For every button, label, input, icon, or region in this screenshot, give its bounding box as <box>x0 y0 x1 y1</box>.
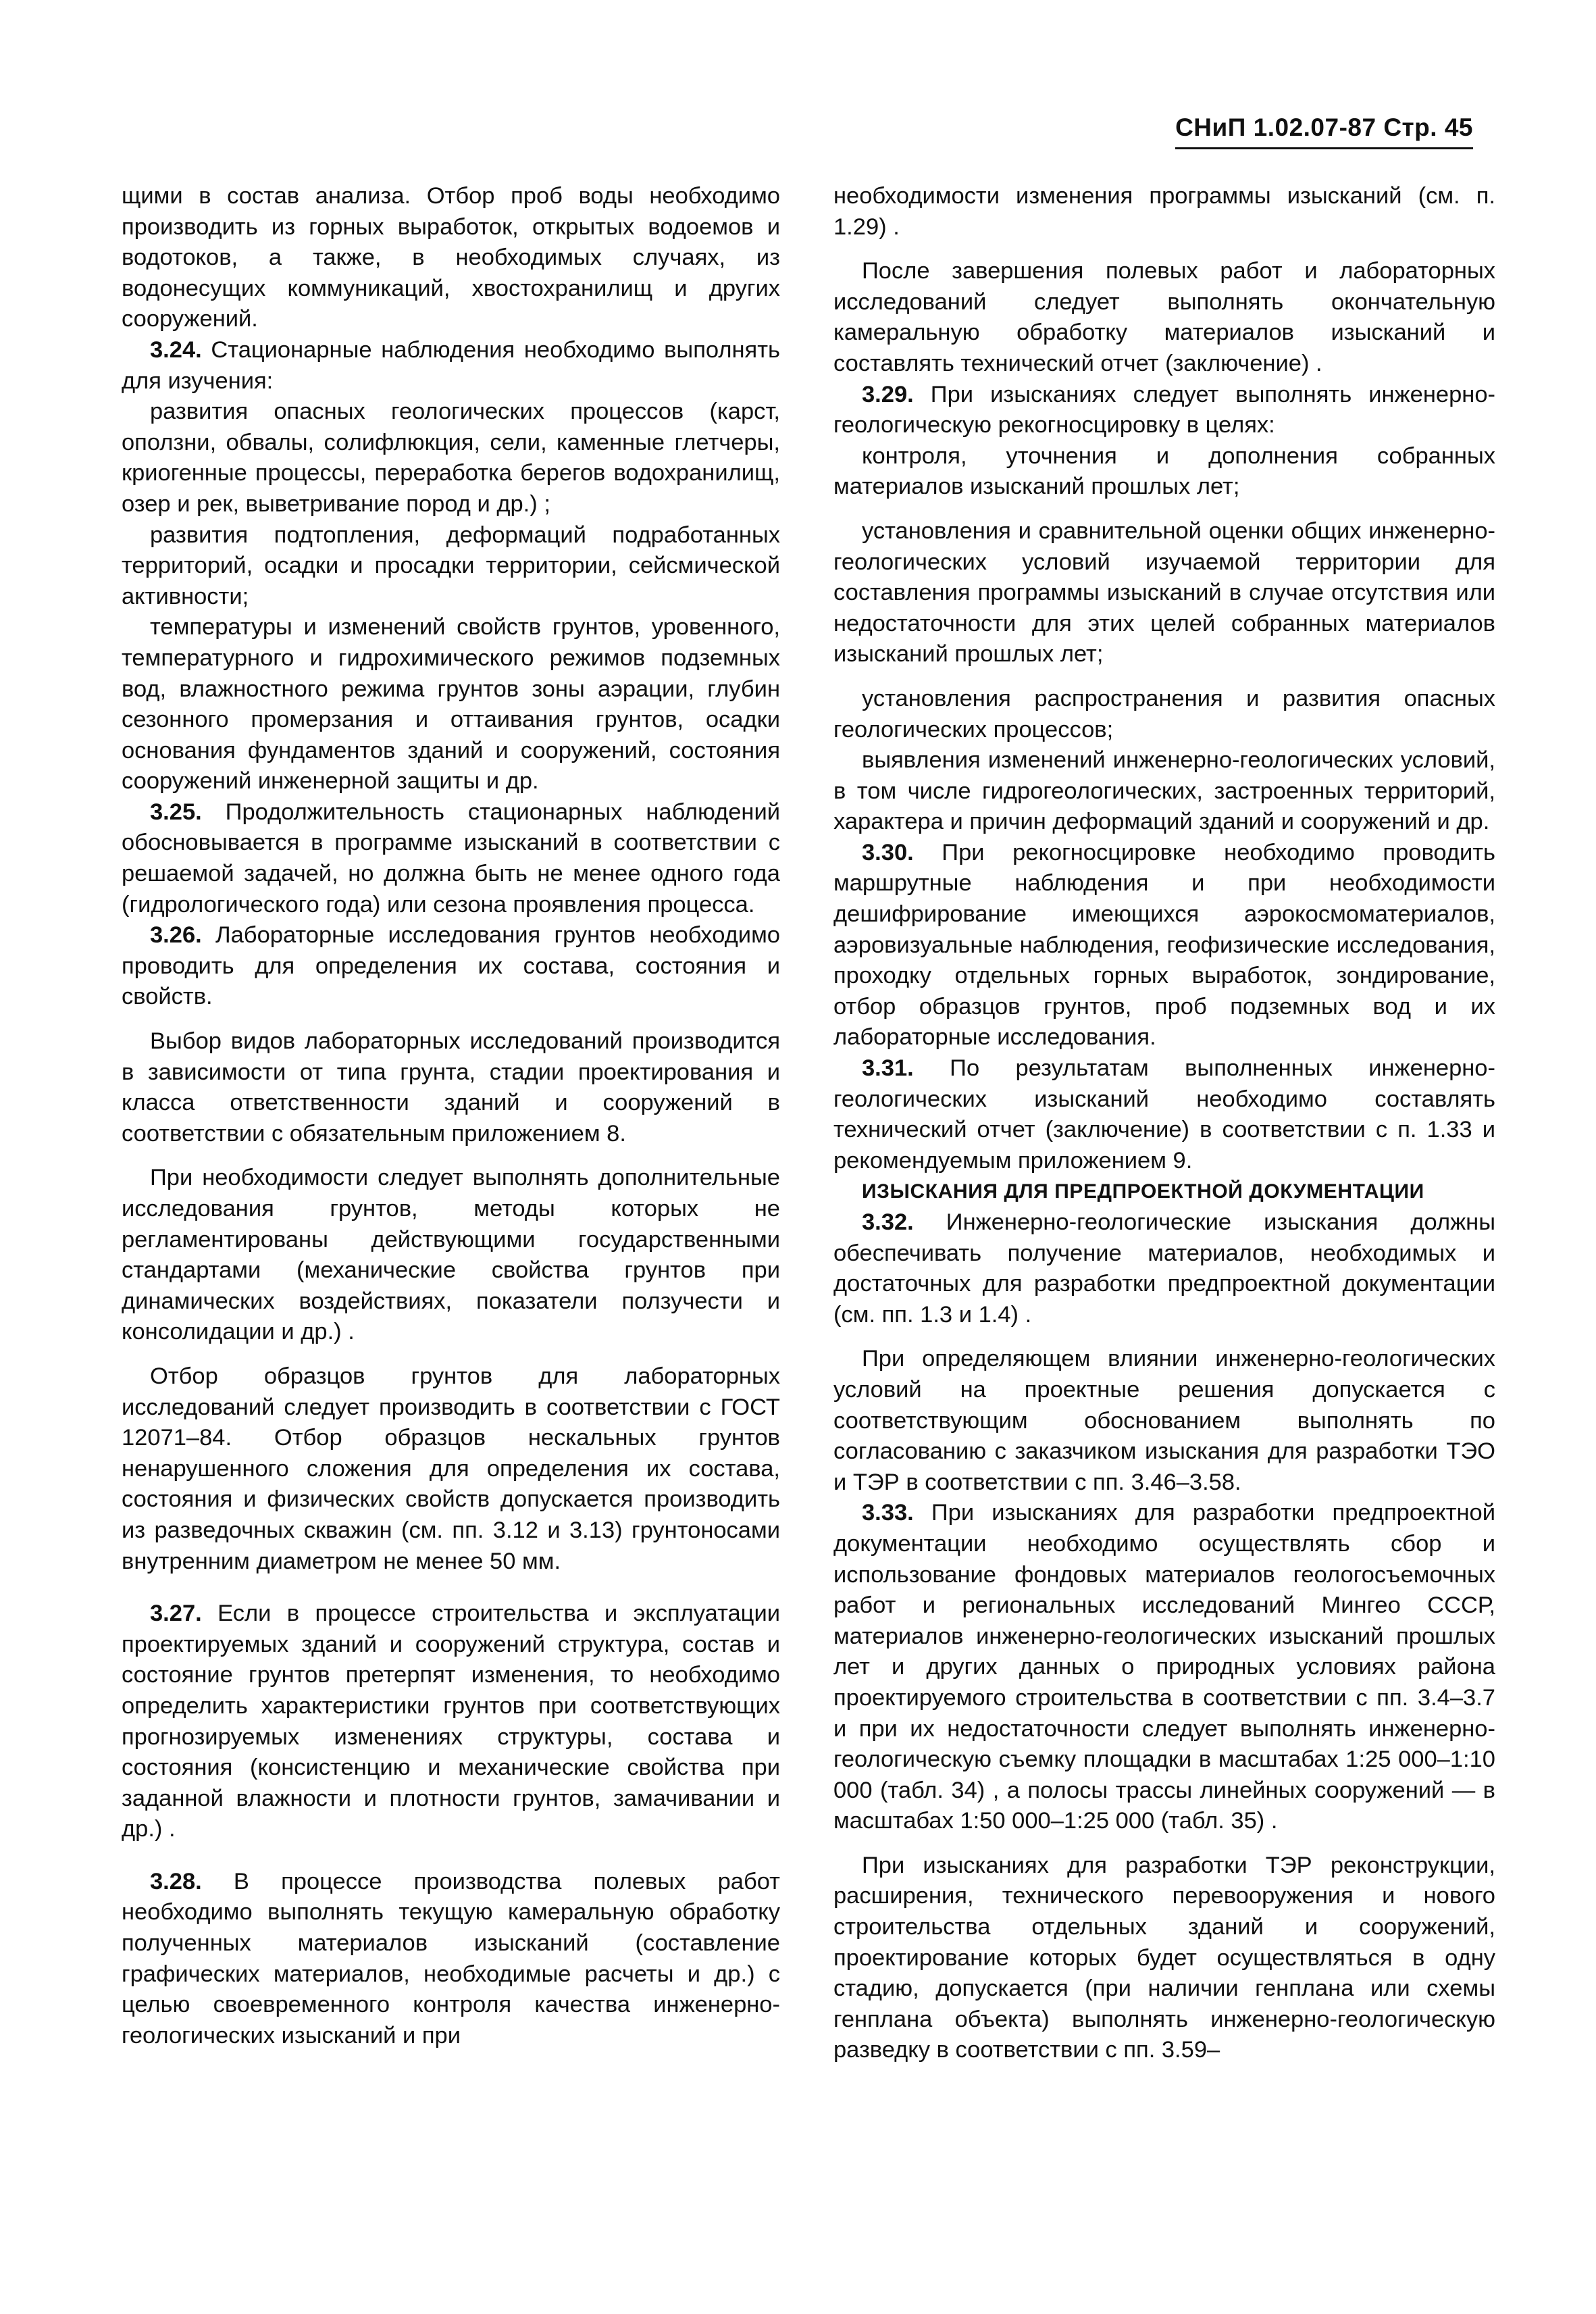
clause-text: Лабораторные исследования грунтов необходимо проводить для определения их состава, состояния и свойств. <box>122 922 780 1010</box>
clause-text: Инженерно-геологические изыскания должны обеспечивать получение материалов, необходимых и достаточных для разработки предпроектной документации (см. пп. 1.3 и 1.4) . <box>833 1209 1495 1328</box>
list-item: температуры и изменений свойств грунтов, уровенного, температурного и гидрохимического режимов подземных вод, влажностного режима грунтов зоны аэрации, глубин сезонного промерзания и оттаивания грунтов, осадки основания фундаментов зданий и сооружений, состояния сооружений инженерной защиты и др. <box>122 614 780 795</box>
list-item: контроля, уточнения и дополнения собранных материалов изысканий прошлых лет; <box>833 443 1495 500</box>
clause-text: При рекогносцировке необходимо проводить маршрутные наблюдения и при необходимости дешифрирование имеющихся аэрокосмоматериалов, аэровизуальные наблюдения, геофизические исследования, проходку отдельных горных выработок, зондирование, отбор образцов грунтов, проб подземных вод и их лабораторные исследования. <box>833 839 1495 1051</box>
clause-number: 3.27. <box>150 1601 202 1627</box>
clause-3-30 <box>833 838 1495 1053</box>
list-item: развития опасных геологических процессов (карст, оползни, обвалы, солифлюкция, сели, каменные глетчеры, криогенные процессы, переработка берегов водохранилищ, озер и рек, выветривание пород и др.) ; <box>122 399 780 517</box>
clause-text: В процессе производства полевых работ необходимо выполнять текущую камеральную обработку полученных материалов изысканий (составление графических материалов, необходимые расчеты и др.) с целью своевременного контроля качества инженерно-геологических изысканий и при <box>122 1868 780 2048</box>
paragraph: После завершения полевых работ и лабораторных исследований следует выполнять окончательную камеральную обработку материалов изысканий и составлять технический отчет (заключение) . <box>833 258 1495 376</box>
clause-number: 3.30. <box>862 839 914 865</box>
clause-number: 3.33. <box>862 1500 914 1526</box>
clause-3-33 <box>833 1498 1495 1837</box>
running-header: СНиП 1.02.07-87 Стр. 45 <box>1175 114 1473 149</box>
clause-number: 3.28. <box>150 1868 202 1894</box>
left-column <box>122 181 780 2051</box>
section-heading: ИЗЫСКАНИЯ ДЛЯ ПРЕДПРОЕКТНОЙ ДОКУМЕНТАЦИИ <box>862 1180 1424 1203</box>
clause-3-32 <box>833 1207 1495 1330</box>
clause-text: Стационарные наблюдения необходимо выполнять для изучения: <box>122 336 780 394</box>
paragraph: Выбор видов лабораторных исследований производится в зависимости от типа грунта, стадии проектирования и класса ответственности зданий и сооружений в соответствии с обязательным приложением 8. <box>122 1028 780 1147</box>
list-item: выявления изменений инженерно-геологических условий, в том числе гидрогеологических, застроенных территорий, характера и причин деформаций зданий и сооружений и др. <box>833 747 1495 835</box>
clause-text: При изысканиях для разработки предпроектной документации необходимо осуществлять сбор и использование фондовых материалов геологосъемочных работ и региональных исследований Мингео СССР, материалов инженерно-геологических изысканий прошлых лет и других данных о природных условиях района проектируемого строительства в соответствии с пп. 3.4–3.7 и при их недостаточности следует выполнять инженерно-геологическую съемку площадки в масштабах 1:25 000–1:10 000 (табл. 34) , а полосы трассы линейных сооружений — в масштабах 1:50 000–1:25 000 (табл. 35) . <box>833 1500 1495 1834</box>
clause-number: 3.26. <box>150 922 202 949</box>
paragraph: При необходимости следует выполнять дополнительные исследования грунтов, методы которых не регламентированы действующими государственными стандартами (механические свойства грунтов при динамических воздействиях, показатели ползучести и консолидации и др.) . <box>122 1165 780 1345</box>
list-item: установления распространения и развития опасных геологических процессов; <box>833 685 1495 743</box>
clause-number: 3.32. <box>862 1209 914 1235</box>
paragraph: При определяющем влиянии инженерно-геологических условий на проектные решения допускается с соответствующим обоснованием выполнять по согласованию с заказчиком изыскания для разработки ТЭО и ТЭР в соответствии с пп. 3.46–3.58. <box>833 1346 1495 1495</box>
clause-text: При изысканиях следует выполнять инженерно-геологическую рекогносцировку в целях: <box>833 381 1495 438</box>
list-item: развития подтопления, деформаций подработанных территорий, осадки и просадки территории, сейсмической активности; <box>122 522 780 609</box>
clause-text: Если в процессе строительства и эксплуатации проектируемых зданий и сооружений структура, состав и состояние грунтов претерпят изменения, то необходимо определить характеристики грунтов при соответствующих прогнозируемых изменениях структуры, состава и состояния (консистенцию и механические свойства при заданной влажности и плотности грунтов, замачивании и др.) . <box>122 1601 780 1842</box>
clause-text: Продолжительность стационарных наблюдений обосновывается в программе изысканий в соответствии с решаемой задачей, но должна быть не менее одного года (гидрологического года) или сезона проявления процесса. <box>122 799 780 917</box>
paragraph: необходимости изменения программы изысканий (см. п. 1.29) . <box>833 183 1495 240</box>
paragraph: щими в состав анализа. Отбор проб воды необходимо производить из горных выработок, открытых водоемов и водотоков, а также, в необходимых случаях, из водонесущих коммуникаций, хвостохранилищ и других сооружений. <box>122 183 780 332</box>
clause-3-29 <box>833 380 1495 441</box>
clause-3-31 <box>833 1053 1495 1176</box>
right-column <box>833 181 1495 2066</box>
paragraph: Отбор образцов грунтов для лабораторных исследований следует производить в соответствии с ГОСТ 12071–84. Отбор образцов нескальных грунтов ненарушенного сложения для определения их состава, состояния и физических свойств допускается производить из разведочных скважин (см. пп. 3.12 и 3.13) грунтоносами внутренним диаметром не менее 50 мм. <box>122 1363 780 1574</box>
clause-number: 3.29. <box>862 381 914 407</box>
clause-3-24 <box>122 335 780 397</box>
clause-number: 3.24. <box>150 336 202 363</box>
paragraph: При изысканиях для разработки ТЭР реконструкции, расширения, технического перевооружения и нового строительства отдельных зданий и сооружений, проектирование которых будет осуществляться в одну стадию, допускается (при наличии генплана или схемы генплана объекта) выполнять инженерно-геологическую разведку в соответствии с пп. 3.59– <box>833 1852 1495 2063</box>
clause-3-26 <box>122 920 780 1013</box>
list-item: установления и сравнительной оценки общих инженерно-геологических условий изучаемой территории для составления программы изысканий в случае отсутствия или недостаточности для этих целей собранных материалов изысканий прошлых лет; <box>833 518 1495 668</box>
clause-text: По результатам выполненных инженерно-геологических изысканий необходимо составлять технический отчет (заключение) в соответствии с п. 1.33 и рекомендуемым приложением 9. <box>833 1055 1495 1174</box>
clause-number: 3.25. <box>150 799 202 825</box>
clause-3-27 <box>122 1599 780 1845</box>
clause-3-28 <box>122 1867 780 2052</box>
clause-number: 3.31. <box>862 1055 914 1082</box>
clause-3-25 <box>122 797 780 920</box>
